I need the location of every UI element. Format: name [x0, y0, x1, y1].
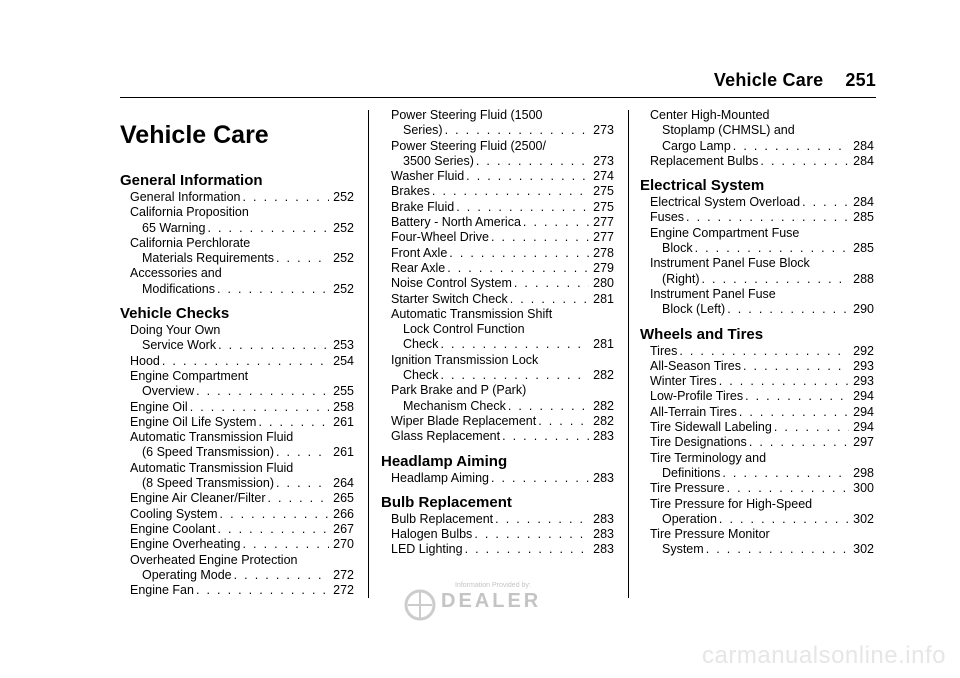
toc-entry-text: Engine Overheating	[130, 537, 241, 552]
section-heading: Vehicle Checks	[120, 305, 230, 323]
toc-entry[interactable]	[650, 527, 874, 558]
toc-page-number: 292	[853, 343, 874, 358]
toc-page-number: 273	[593, 153, 614, 168]
toc-entry-text: All-Terrain Tires	[650, 404, 737, 419]
toc-entry[interactable]	[130, 430, 354, 461]
dot-leader	[196, 583, 329, 598]
toc-page-number: 277	[593, 230, 614, 245]
toc-entry-text: (6 Speed Transmission)	[142, 445, 275, 460]
toc-page-number: 252	[333, 251, 354, 266]
toc-entry[interactable]	[391, 169, 614, 184]
toc-page-number: 266	[333, 506, 354, 521]
dot-leader	[745, 389, 849, 404]
section-heading: Wheels and Tires	[640, 325, 764, 343]
toc-entry-text: Doing Your Own	[130, 323, 221, 338]
logo-tagline: Information Provided by:	[455, 582, 531, 589]
dot-leader	[739, 405, 849, 420]
section-heading: Electrical System	[640, 177, 765, 195]
toc-page-number: 277	[593, 215, 614, 230]
toc-page-number: 284	[853, 153, 874, 168]
toc-entry[interactable]	[650, 344, 874, 359]
toc-page-number: 283	[593, 542, 614, 557]
toc-page-number: 253	[333, 338, 354, 353]
toc-page-number: 293	[853, 374, 874, 389]
toc-entry-text: Engine Oil Life System	[130, 414, 257, 429]
toc-entry-text: Noise Control System	[391, 276, 512, 291]
toc-entry-text: Starter Switch Check	[391, 291, 508, 306]
dot-leader	[456, 200, 589, 215]
toc-entry-text: Headlamp Aiming	[391, 470, 489, 485]
toc-page-number: 282	[593, 398, 614, 413]
dot-leader	[447, 261, 589, 276]
running-header	[714, 70, 876, 91]
dot-leader	[465, 542, 590, 557]
dot-leader	[218, 338, 329, 353]
dot-leader	[706, 542, 849, 557]
toc-entry[interactable]	[650, 451, 874, 482]
toc-entry-text: Replacement Bulbs	[650, 153, 759, 168]
toc-page-number: 273	[593, 123, 614, 138]
toc-entry[interactable]	[130, 491, 354, 506]
toc-page-number: 267	[333, 521, 354, 536]
toc-entry[interactable]	[130, 583, 354, 598]
toc-entry[interactable]	[130, 522, 354, 537]
toc-entry[interactable]	[650, 435, 874, 450]
toc-page-number: 274	[593, 169, 614, 184]
toc-page-number: 283	[593, 470, 614, 485]
toc-entry[interactable]	[130, 553, 354, 584]
toc-page-number: 252	[333, 190, 354, 204]
dot-leader	[276, 251, 329, 266]
toc-page-number: 285	[853, 210, 874, 225]
toc-entry-text: Lock Control Function	[403, 322, 525, 337]
toc-entry-text: Fuses	[650, 210, 685, 225]
toc-page-number: 297	[853, 435, 874, 450]
toc-page-number: 261	[333, 414, 354, 429]
toc-column-3	[640, 108, 874, 558]
toc-entry-text: Tire Terminology and	[650, 450, 767, 465]
dot-leader	[743, 359, 849, 374]
toc-entry[interactable]	[391, 414, 614, 429]
toc-page-number: 252	[333, 220, 354, 235]
toc-entry-text: Operation	[662, 511, 717, 526]
toc-entry[interactable]	[391, 307, 614, 353]
toc-entry[interactable]	[391, 139, 614, 170]
section-heading: Bulb Replacement	[381, 493, 512, 511]
dot-leader	[491, 471, 589, 486]
dot-leader	[207, 221, 329, 236]
toc-entry-text: Park Brake and P (Park)	[391, 383, 527, 398]
dot-leader	[243, 537, 330, 552]
toc-entry[interactable]	[391, 276, 614, 291]
toc-entry-text: Check	[403, 368, 439, 383]
toc-entry-text: Front Axle	[391, 245, 448, 260]
toc-column-2	[381, 108, 614, 558]
toc-page-number: 283	[593, 511, 614, 526]
toc-page-number: 285	[853, 241, 874, 256]
dot-leader	[258, 415, 329, 430]
dot-leader	[495, 512, 589, 527]
toc-entry-text: Definitions	[662, 465, 721, 480]
dot-leader	[267, 491, 329, 506]
dot-leader	[514, 276, 589, 291]
toc-entry[interactable]	[130, 205, 354, 236]
toc-page-number: 282	[593, 368, 614, 383]
toc-entry-text: Ignition Transmission Lock	[391, 352, 539, 367]
toc-page-number: 300	[853, 481, 874, 496]
toc-page-number: 275	[593, 199, 614, 214]
toc-entry[interactable]	[650, 226, 874, 257]
toc-entry-text: Automatic Transmission Shift	[391, 306, 553, 321]
toc-entry-text: Block (Left)	[662, 302, 726, 317]
toc-entry-text: Service Work	[142, 338, 217, 353]
dot-leader	[476, 154, 589, 169]
toc-page-number: 255	[333, 384, 354, 399]
toc-page-number: 272	[333, 567, 354, 582]
toc-entry-text: Instrument Panel Fuse	[650, 286, 776, 301]
toc-entry[interactable]	[391, 512, 614, 527]
dot-leader	[449, 246, 589, 261]
toc-page-number: 265	[333, 491, 354, 506]
toc-entry-text: Tire Pressure for High-Speed	[650, 496, 813, 511]
toc-entry-text: Winter Tires	[650, 374, 717, 389]
toc-entry[interactable]	[391, 292, 614, 307]
toc-entry-text: Automatic Transmission Fluid	[130, 460, 294, 475]
toc-page-number: 284	[853, 138, 874, 153]
logo-name: DEALER	[441, 590, 542, 612]
dot-leader	[220, 507, 330, 522]
toc-entry-text: California Perchlorate	[130, 235, 251, 250]
toc-page-number: 281	[593, 337, 614, 352]
dot-leader	[432, 184, 589, 199]
toc-entry-text: Halogen Bulbs	[391, 527, 473, 542]
toc-entry-text: Glass Replacement	[391, 429, 501, 444]
dot-leader	[727, 481, 850, 496]
toc-page-number: 254	[333, 353, 354, 368]
toc-entry-text: (8 Speed Transmission)	[142, 476, 275, 491]
toc-page-number: 290	[853, 302, 874, 317]
header-page-number: 251	[845, 70, 876, 90]
toc-page-number: 280	[593, 276, 614, 291]
toc-entry-text: Tire Designations	[650, 435, 747, 450]
toc-entry-text: Bulb Replacement	[391, 511, 494, 526]
toc-page-number: 278	[593, 245, 614, 260]
dot-leader	[702, 272, 850, 287]
toc-entry[interactable]	[650, 359, 874, 374]
toc-entry[interactable]	[391, 215, 614, 230]
toc-entry[interactable]	[650, 256, 874, 287]
toc-page-number: 270	[333, 537, 354, 552]
toc-page-number: 283	[593, 429, 614, 444]
column-divider	[628, 110, 629, 598]
toc-page-number: 272	[333, 583, 354, 598]
toc-entry[interactable]	[130, 236, 354, 267]
toc-entry[interactable]	[130, 354, 354, 369]
toc-entry-text: Cargo Lamp	[662, 138, 731, 153]
toc-entry[interactable]	[130, 507, 354, 522]
dot-leader	[217, 282, 329, 297]
dot-leader	[727, 302, 849, 317]
dot-leader	[276, 476, 329, 491]
dot-leader	[760, 154, 849, 169]
dot-leader	[802, 195, 849, 210]
toc-entry[interactable]	[130, 190, 354, 205]
toc-page-number: 294	[853, 404, 874, 419]
dot-leader	[722, 466, 849, 481]
dot-leader	[217, 522, 329, 537]
toc-entry[interactable]	[391, 542, 614, 557]
dot-leader	[440, 368, 589, 383]
toc-entry[interactable]	[391, 261, 614, 276]
toc-entry-text: Engine Air Cleaner/Filter	[130, 491, 266, 506]
dot-leader	[234, 568, 330, 583]
toc-entry-text: Four-Wheel Drive	[391, 230, 489, 245]
toc-page-number: 294	[853, 389, 874, 404]
toc-entry-text: Electrical System Overload	[650, 195, 801, 210]
toc-entry-text: Operating Mode	[142, 567, 232, 582]
toc-entry[interactable]	[650, 405, 874, 420]
toc-entry[interactable]	[650, 210, 874, 225]
dot-leader	[190, 400, 329, 415]
toc-entry-text: Low-Profile Tires	[650, 389, 744, 404]
toc-entry-text: Check	[403, 337, 439, 352]
toc-entry[interactable]	[650, 195, 874, 210]
toc-entry[interactable]	[650, 287, 874, 318]
toc-entry[interactable]	[130, 461, 354, 492]
toc-entry[interactable]	[130, 400, 354, 415]
dot-leader	[491, 230, 589, 245]
toc-entry[interactable]	[391, 246, 614, 261]
toc-entry-text: Tire Pressure Monitor	[650, 527, 770, 542]
dot-leader	[445, 123, 590, 138]
dot-leader	[695, 241, 850, 256]
dot-leader	[749, 435, 849, 450]
toc-entry-text: Hood	[130, 353, 160, 368]
toc-entry-text: Power Steering Fluid (1500	[391, 108, 543, 122]
toc-entry-text: Series)	[403, 123, 443, 138]
toc-entry[interactable]	[650, 389, 874, 404]
toc-entry-text: System	[662, 542, 704, 557]
toc-entry[interactable]	[650, 154, 874, 169]
toc-page-number: 275	[593, 184, 614, 199]
page-title: Vehicle Care	[120, 121, 269, 149]
toc-entry[interactable]	[391, 429, 614, 444]
dot-leader	[686, 210, 849, 225]
toc-entry[interactable]	[391, 383, 614, 414]
toc-entry-text: Rear Axle	[391, 260, 446, 275]
toc-entry[interactable]	[130, 415, 354, 430]
toc-entry-text: Brakes	[391, 184, 430, 199]
toc-page-number: 294	[853, 420, 874, 435]
toc-entry-text: Mechanism Check	[403, 398, 506, 413]
dot-leader	[719, 512, 849, 527]
toc-entry-text: LED Lighting	[391, 542, 463, 557]
toc-entry-text: 65 Warning	[142, 220, 206, 235]
dot-leader	[502, 429, 589, 444]
dot-leader	[538, 414, 589, 429]
toc-entry-text: General Information	[130, 190, 241, 204]
toc-entry[interactable]	[391, 200, 614, 215]
toc-entry[interactable]	[130, 369, 354, 400]
toc-entry[interactable]	[391, 527, 614, 542]
dot-leader	[440, 337, 589, 352]
dot-leader	[523, 215, 589, 230]
toc-page-number: 252	[333, 281, 354, 296]
dot-leader	[242, 190, 329, 205]
toc-entry[interactable]	[130, 266, 354, 297]
toc-entry-text: Block	[662, 241, 693, 256]
toc-entry-text: 3500 Series)	[403, 153, 474, 168]
toc-page-number: 264	[333, 476, 354, 491]
toc-page-number: 261	[333, 445, 354, 460]
toc-entry-text: All-Season Tires	[650, 358, 742, 373]
toc-entry-text: Center High-Mounted	[650, 108, 770, 122]
section-heading: Headlamp Aiming	[381, 452, 508, 470]
toc-entry-text: Engine Oil	[130, 399, 188, 414]
dot-leader	[162, 354, 329, 369]
toc-page-number: 279	[593, 260, 614, 275]
dot-leader	[196, 384, 329, 399]
toc-page-number: 302	[853, 511, 874, 526]
toc-page-number: 302	[853, 542, 874, 557]
toc-entry-text: Materials Requirements	[142, 251, 274, 266]
toc-page-number: 288	[853, 271, 874, 286]
dot-leader	[466, 169, 589, 184]
toc-entry-text: Accessories and	[130, 266, 222, 281]
toc-entry[interactable]	[130, 537, 354, 552]
dot-leader	[474, 527, 589, 542]
toc-entry-text: Tire Sidewall Labeling	[650, 420, 772, 435]
toc-entry[interactable]	[391, 353, 614, 384]
toc-entry-text: (Right)	[662, 271, 700, 286]
toc-entry[interactable]	[650, 481, 874, 496]
toc-entry-text: Instrument Panel Fuse Block	[650, 256, 810, 271]
toc-entry-text: Automatic Transmission Fluid	[130, 430, 294, 445]
header-rule	[120, 97, 876, 98]
toc-entry-text: Power Steering Fluid (2500/	[391, 138, 546, 153]
toc-entry[interactable]	[130, 323, 354, 354]
toc-page-number: 284	[853, 195, 874, 210]
toc-entry[interactable]	[650, 420, 874, 435]
toc-entry-text: Wiper Blade Replacement	[391, 413, 537, 428]
toc-entry[interactable]	[391, 184, 614, 199]
column-divider	[368, 110, 369, 598]
dot-leader	[508, 399, 589, 414]
toc-entry-text: Engine Coolant	[130, 521, 216, 536]
toc-entry-text: Brake Fluid	[391, 199, 455, 214]
dot-leader	[774, 420, 849, 435]
dot-leader	[276, 445, 329, 460]
watermark: carmanualsonline.info	[702, 642, 946, 669]
toc-entry-text: Engine Compartment Fuse	[650, 225, 800, 240]
toc-page-number: 298	[853, 465, 874, 480]
toc-entry-text: California Proposition	[130, 205, 249, 220]
globe-icon	[403, 588, 437, 622]
toc-entry-text: Overheated Engine Protection	[130, 552, 298, 567]
toc-entry-text: Stoplamp (CHMSL) and	[662, 123, 795, 138]
toc-entry-text: Washer Fluid	[391, 169, 465, 184]
toc-entry[interactable]	[391, 471, 614, 486]
toc-page-number: 283	[593, 527, 614, 542]
toc-entry-text: Battery - North America	[391, 215, 521, 230]
toc-entry-text: Cooling System	[130, 506, 218, 521]
toc-page-number: 293	[853, 358, 874, 373]
toc-entry[interactable]	[391, 230, 614, 245]
toc-entry-text: Engine Fan	[130, 583, 194, 598]
section-heading: General Information	[120, 172, 263, 189]
toc-entry-text: Modifications	[142, 281, 215, 296]
dot-leader	[719, 374, 849, 389]
toc-column-1	[120, 108, 354, 598]
toc-entry[interactable]	[650, 374, 874, 389]
dot-leader	[510, 292, 589, 307]
header-title: Vehicle Care	[713, 70, 824, 90]
toc-entry-text: Tires	[650, 343, 678, 358]
toc-entry-text: Overview	[142, 384, 195, 399]
toc-entry-text: Engine Compartment	[130, 368, 249, 383]
dot-leader	[733, 139, 849, 154]
toc-page-number: 281	[593, 291, 614, 306]
toc-entry[interactable]	[650, 108, 874, 154]
toc-entry[interactable]	[650, 497, 874, 528]
dot-leader	[679, 344, 849, 359]
toc-page-number: 282	[593, 413, 614, 428]
toc-entry[interactable]	[391, 108, 614, 139]
toc-entry-text: Tire Pressure	[650, 481, 725, 496]
toc-page-number: 258	[333, 399, 354, 414]
